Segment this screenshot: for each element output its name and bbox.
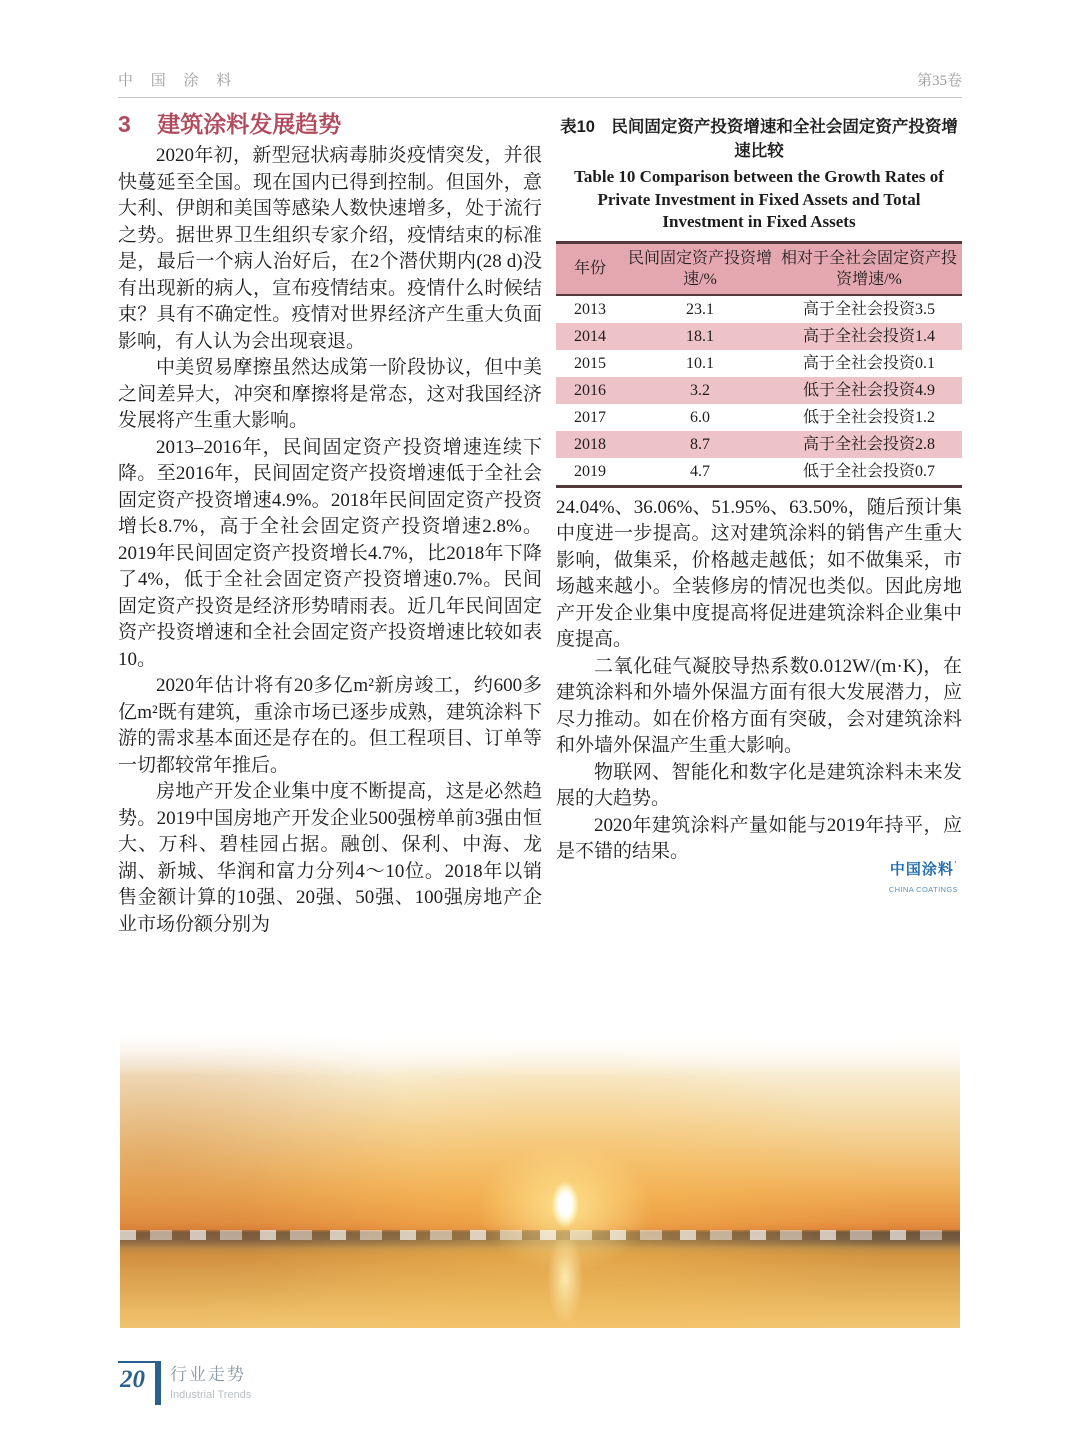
table-cell: 高于全社会投资3.5 <box>802 300 935 318</box>
surf-foam <box>120 1230 960 1240</box>
table-body <box>556 295 962 487</box>
sunset-beach-photo <box>120 1034 960 1328</box>
table-cell: 高于全社会投资2.8 <box>802 435 935 453</box>
investment-growth-table <box>556 241 962 488</box>
paragraph: 2020年估计将有20多亿m²新房竣工，约600多亿m²既有建筑，重涂市场已逐步成熟，建筑涂料下游的需求基本面还是存在的。但工程项目、订单等一切都较常年推后。 <box>118 675 542 776</box>
running-head <box>118 69 962 90</box>
paragraph: 物联网、智能化和数字化是建筑涂料未来发展的大趋势。 <box>556 761 962 809</box>
column-header-relative-growth: 相对于全社会固定资产投资增速/% <box>776 242 962 295</box>
right-column <box>556 115 962 897</box>
table-row <box>556 323 962 350</box>
table-row <box>556 350 962 377</box>
table-cell: 2014 <box>574 327 606 345</box>
footer-column-name <box>170 1361 251 1403</box>
photo-top-fade <box>120 1034 960 1076</box>
column-header-year: 年份 <box>556 242 624 295</box>
table-row <box>556 295 962 323</box>
table-caption-zh: 表10 民间固定资产投资增速和全社会固定资产投资增速比较 <box>560 118 958 160</box>
logo-trademark: ’ <box>953 859 957 870</box>
footer-column-en: Industrial Trends <box>170 1389 252 1401</box>
right-column-text <box>556 495 962 866</box>
paragraph: 2020年建筑涂料产量如能与2019年持平，应是不错的结果。 <box>556 814 962 862</box>
header-rule <box>118 97 962 98</box>
paragraph: 中美贸易摩擦虽然达成第一阶段协议，但中美之间差异大，冲突和摩擦将是常态，这对我国经济发展将产生重大影响。 <box>118 357 542 431</box>
paragraph: 2013–2016年，民间固定资产投资增速连续下降。至2016年，民间固定资产投资增速低于全社会固定资产投资增速4.9%。2018年民间固定资产投资增长8.7%，高于全社会固定资产投资增速2.8%。2019年民间固定资产投资增长4.7%，比2018年下降了4%，低于全社会固定资产投资增速0.7%。民间固定资产投资是经济形势晴雨表。近几年民间固定资产投资增速和全社会固定资产投资增速比较如表10。 <box>118 436 542 670</box>
section-number: 3 <box>118 111 131 137</box>
table-cell: 2015 <box>574 354 606 372</box>
section-heading <box>118 106 341 139</box>
table-row <box>556 458 962 487</box>
table-cell: 2017 <box>574 408 606 426</box>
table-cell: 高于全社会投资0.1 <box>802 354 935 372</box>
table-cell: 低于全社会投资1.2 <box>802 408 935 426</box>
volume-label: 第35卷 <box>916 73 962 89</box>
left-column <box>118 143 542 938</box>
table-cell: 23.1 <box>686 300 714 318</box>
journal-name: 中 国 涂 料 <box>118 73 239 89</box>
paragraph: 二氧化硅气凝胶导热系数0.012W/(m·K)，在建筑涂料和外墙外保温方面有很大发展潜力，应尽力推动。如在价格方面有突破，会对建筑涂料和外墙外保温产生重大影响。 <box>556 655 962 756</box>
table-caption-en: Table 10 Comparison between the Growth Rates of Private Investment in Fixed Assets and Total Investment in Fixed Assets <box>574 167 944 231</box>
page-footer <box>118 1361 251 1405</box>
table-cell: 3.2 <box>690 381 710 399</box>
paragraph: 房地产开发企业集中度不断提高，这是必然趋势。2019中国房地产开发企业500强榜单前3强由恒大、万科、碧桂园占据。融创、保利、中海、龙湖、新城、华润和富力分列4～10位。2018年以销售金额计算的10强、20强、50强、100强房地产企业市场份额分别为 <box>118 781 542 935</box>
table-cell: 高于全社会投资1.4 <box>802 327 935 345</box>
table-cell: 2016 <box>574 381 606 399</box>
paragraph: 24.04%、36.06%、51.95%、63.50%，随后预计集中度进一步提高。这对建筑涂料的销售产生重大影响，做集采，价格越走越低；如不做集采，市场越来越小。全装修房的情况也类似。因此房地产开发企业集中度提高将促进建筑涂料企业集中度提高。 <box>556 496 962 650</box>
table-row <box>556 377 962 404</box>
table-cell: 2019 <box>574 462 606 480</box>
logo-text-zh: 中国涂料 <box>889 860 954 878</box>
table-cell: 18.1 <box>686 327 714 345</box>
table-cell: 8.7 <box>690 435 710 453</box>
table-header-row <box>556 242 962 295</box>
footer-divider-bar <box>155 1361 161 1405</box>
table-cell: 低于全社会投资4.9 <box>802 381 935 399</box>
logo-text-en: CHINA COATINGS <box>888 884 958 894</box>
table-row <box>556 431 962 458</box>
table-cell: 2013 <box>574 300 606 318</box>
column-header-private-growth: 民间固定资产投资增速/% <box>624 242 776 295</box>
table-cell: 4.7 <box>690 462 710 480</box>
page-number: 20 <box>118 1361 155 1394</box>
table-cell: 6.0 <box>690 408 710 426</box>
paragraph: 2020年初，新型冠状病毒肺炎疫情突发，并很快蔓延至全国。现在国内已得到控制。但国外，意大利、伊朗和美国等感染人数快速增多，处于流行之势。据世界卫生组织专家介绍，疫情结束的标准是，最后一个病人治好后，在2个潜伏期内(28 d)没有出现新的病人，宣布疫情结束。疫情什么时候结束？具有不确定性。疫情对世界经济产生重大负面影响，有人认为会出现衰退。 <box>118 145 542 352</box>
table-cell: 低于全社会投资0.7 <box>802 462 935 480</box>
table-row <box>556 404 962 431</box>
section-title: 建筑涂料发展趋势 <box>157 111 342 137</box>
footer-column-zh: 行业走势 <box>170 1365 246 1384</box>
table-header <box>556 242 962 295</box>
table-cell: 2018 <box>574 435 606 453</box>
table-cell: 10.1 <box>686 354 714 372</box>
